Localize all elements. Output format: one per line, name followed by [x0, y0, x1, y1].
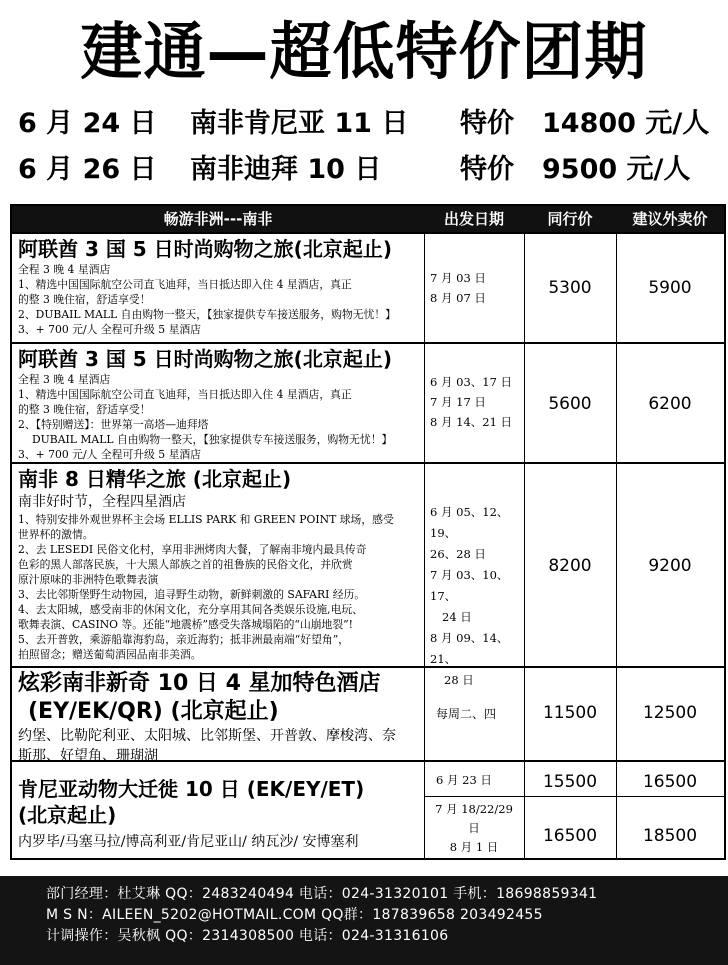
tour-detail-line: 4、去太阳城，感受南非的休闲文化，充分享用其间各类娱乐设施,电玩、 [18, 603, 364, 616]
tour-description [18, 466, 420, 662]
tour-description [18, 346, 420, 462]
tour-detail-line: DUBAIL MALL 自由购物一整天，【独家提供专车接送服务，购物无忧！】 [32, 433, 393, 446]
tour-detail-line: 原汁原味的非洲特色歌舞表演 [18, 573, 159, 586]
tour-detail-line: 的整 3 晚住宿，舒适享受！ [18, 403, 151, 416]
promo-date: 6 月 26 日 [18, 154, 157, 185]
tour-title: 南非 8 日精华之旅 (北京起止) [18, 467, 292, 491]
tour-detail-line: 1、精选中国国际航空公司直飞迪拜，当日抵达即入住 4 星酒店，真正 [18, 388, 352, 401]
promo-date: 6 月 24 日 [18, 108, 157, 139]
departure-date: 7 月 03、10、17、 [430, 568, 509, 603]
departure-date: 每周二、四 [436, 707, 497, 721]
tour-detail-line: 拍照留念；赠送葡萄酒园品南非美酒。 [18, 648, 202, 661]
promo-special-label: 特价 [460, 154, 514, 185]
tour-title-line2: (北京起止) [18, 803, 117, 827]
tour-title: 阿联酋 3 国 5 日时尚购物之旅(北京起止) [18, 237, 392, 261]
retail-price: 6200 [648, 394, 692, 414]
departure-dates [430, 800, 518, 857]
table-row [12, 760, 724, 858]
tour-detail-line: 歌舞表演、CASINO 等。还能“地震桥”感受失落城塌陷的“山崩地裂”! [18, 618, 353, 631]
peer-price: 8200 [548, 556, 592, 576]
tour-title: 肯尼亚动物大迁徙 10 日 (EK/EY/ET) [18, 777, 365, 801]
table-row [12, 232, 724, 342]
header-route: 畅游非洲---南非 [163, 210, 273, 228]
tour-detail-line: 3、+ 700 元/人 全程可升级 5 星酒店 [18, 448, 201, 461]
tour-detail-line: 1、精选中国国际航空公司直飞迪拜，当日抵达即入住 4 星酒店，真正 [18, 278, 352, 291]
tour-subtitle: 南非好时节，全程四星酒店 [18, 494, 186, 510]
departure-dates [430, 268, 518, 308]
tour-detail-line: 全程 3 晚 4 星酒店 [18, 263, 111, 276]
departure-dates [430, 770, 518, 790]
tour-detail-line: 的整 3 晚住宿，舒适享受！ [18, 293, 151, 306]
departure-date: 7 月 03 日 [430, 271, 486, 285]
header-departure-date: 出发日期 [443, 210, 504, 228]
departure-date: 8 月 1 日 [449, 840, 499, 854]
departure-dates [430, 502, 518, 691]
tour-title: 阿联酋 3 国 5 日时尚购物之旅(北京起止) [18, 347, 392, 371]
contact-manager: 部门经理：杜艾琳 QQ：2483240494 电话：024-31320101 手机：18698859341 [46, 886, 598, 902]
peer-price: 16500 [542, 826, 598, 846]
promo-price: 14800 元/人 [542, 108, 710, 139]
departure-date: 7 月 18/22/29 [435, 802, 513, 816]
retail-price: 12500 [642, 703, 698, 723]
tour-detail-line: 色彩的黑人部落民族，十大黑人部族之首的祖鲁族的民俗文化，并欣赏 [18, 558, 353, 571]
contact-msn: M S N：AILEEN_5202@HOTMAIL.COM QQ群：187839658 203492455 [46, 907, 543, 923]
departure-date: 7 月 17 日 [430, 395, 486, 409]
tour-description [18, 776, 420, 852]
contact-footer [0, 876, 728, 965]
table-row [12, 666, 724, 764]
retail-price: 18500 [642, 826, 698, 846]
tour-title: 炫彩南非新奇 10 日 4 星加特色酒店 [18, 671, 381, 696]
departure-date: 8 月 07 日 [430, 291, 486, 305]
header-peer-price: 同行价 [547, 210, 593, 228]
peer-price: 15500 [542, 772, 598, 792]
departure-date: 6 月 03、17 日 [430, 375, 513, 389]
departure-date: 8 月 14、21 日 [430, 415, 513, 429]
promo-route: 南非肯尼亚 11 日 [190, 108, 409, 139]
tour-detail-line: 内罗毕/马塞马拉/博高利亚/肯尼亚山/ 纳瓦沙/ 安博塞利 [18, 834, 359, 850]
tour-detail-line: 3、去比邻斯堡野生动物园，追寻野生动物，新鲜刺激的 SAFARI 经历。 [18, 588, 366, 601]
departure-date: 26、28 日 [430, 547, 486, 561]
header-retail-price: 建议外卖价 [632, 210, 708, 228]
tour-detail-line: 约堡、比勒陀利亚、太阳城、比邻斯堡、开普敦、摩梭湾、奈 [18, 728, 396, 744]
peer-price: 5300 [548, 278, 592, 298]
departure-date: 28 日 [444, 673, 474, 687]
table-header [12, 206, 724, 232]
departure-dates [430, 372, 518, 432]
tour-detail-line: 2、【特别赠送】：世界第一高塔—迪拜塔 [18, 418, 209, 431]
retail-price: 5900 [648, 278, 692, 298]
tour-detail-line: 5、去开普敦，乘游船靠海豹岛，亲近海豹；抵非洲最南端“好望角”， [18, 633, 350, 646]
departure-dates [430, 704, 518, 724]
tour-price-table [10, 204, 726, 860]
retail-price: 16500 [642, 772, 698, 792]
tour-detail-line: 世界杯的激情。 [18, 528, 94, 541]
promo-special-label: 特价 [460, 108, 514, 139]
retail-price: 9200 [648, 556, 692, 576]
departure-date: 8 月 09、14、21、 [430, 631, 509, 666]
contact-operator: 计调操作：吴秋枫 QQ：2314308500 电话：024-31316106 [46, 928, 449, 944]
tour-description [18, 236, 420, 337]
page-title: 建通—超低特价团期 [80, 15, 648, 88]
departure-date: 日 [468, 821, 480, 835]
tour-detail-line: 2、去 LESEDI 民俗文化村，享用非洲烤肉大餐，了解南非境内最具传奇 [18, 543, 367, 556]
promo-price: 9500 元/人 [542, 154, 691, 185]
tour-detail-line: 3、+ 700 元/人 全程可升级 5 星酒店 [18, 323, 201, 336]
tour-detail-line: 斯那、好望角、珊瑚湖 [18, 748, 158, 764]
departure-date: 6 月 05、12、19、 [430, 505, 509, 540]
tour-detail-line: 1、特别安排外观世界杯主会场 ELLIS PARK 和 GREEN POINT 球场，感受 [18, 513, 394, 526]
tour-title-line2: (EY/EK/QR) (北京起止) [28, 699, 279, 724]
promo-route: 南非迪拜 10 日 [190, 154, 382, 185]
tour-detail-line: 2、DUBAIL MALL 自由购物一整天，【独家提供专车接送服务，购物无忧！】 [18, 308, 396, 321]
tour-detail-line: 全程 3 晚 4 星酒店 [18, 373, 111, 386]
departure-date: 24 日 [442, 610, 472, 624]
table-row [12, 342, 724, 462]
departure-date: 6 月 23 日 [436, 773, 492, 787]
tour-description [18, 670, 420, 766]
peer-price: 11500 [542, 703, 598, 723]
peer-price: 5600 [548, 394, 592, 414]
